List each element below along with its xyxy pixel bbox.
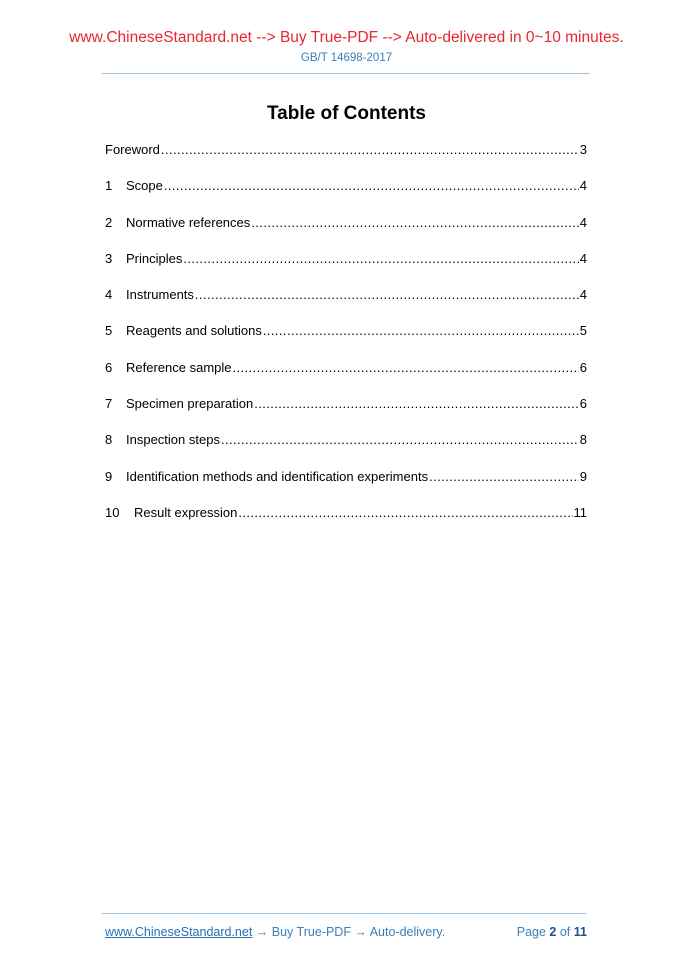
standard-number: GB/T 14698-2017: [300, 52, 393, 64]
toc-entry-label: Principles: [126, 250, 183, 266]
header-divider: [102, 73, 590, 74]
toc-entry-label: Reagents and solutions: [126, 323, 262, 339]
toc-entry-label: Identification methods and identification experiments: [126, 468, 429, 484]
toc-leader-dots: [254, 395, 579, 413]
toc-entry-number: 3: [105, 250, 113, 266]
toc-leader-dots: [183, 250, 578, 268]
toc-entry-result-expression[interactable]: [105, 504, 587, 540]
page-footer: [105, 924, 587, 940]
toc-entry-foreword[interactable]: [105, 141, 587, 177]
toc-entry-page: 11: [573, 504, 587, 520]
footer-divider: [102, 913, 586, 914]
toc-entry-normative-references[interactable]: [105, 214, 587, 250]
toc-entry-page: 6: [579, 359, 587, 375]
toc-leader-dots: [251, 214, 578, 232]
page-label: Page: [516, 925, 546, 939]
toc-entry-instruments[interactable]: [105, 286, 587, 322]
toc-entry-page: 4: [579, 287, 587, 303]
toc-leader-dots: [221, 431, 579, 449]
toc-leader-dots: [263, 322, 579, 340]
toc-entry-page: 4: [579, 214, 587, 230]
page-current: 2: [549, 925, 557, 939]
toc-entry-number: 7: [105, 396, 113, 412]
toc-entry-identification-methods[interactable]: [105, 468, 587, 504]
toc-entry-label: Result expression: [134, 504, 238, 520]
toc-entry-specimen-preparation[interactable]: [105, 395, 587, 431]
toc-entry-page: 6: [579, 396, 587, 412]
footer-promo-text: → Buy True-PDF → Auto-delivery.: [255, 925, 446, 939]
toc-entry-number: 9: [105, 468, 113, 484]
footer-site-link[interactable]: www.ChineseStandard.net: [105, 925, 253, 939]
toc-leader-dots: [164, 177, 579, 195]
toc-entry-label: Specimen preparation: [126, 396, 254, 412]
page-of-label: of: [559, 925, 571, 939]
toc-entry-label: Scope: [126, 178, 163, 194]
toc-entry-number: 4: [105, 287, 113, 303]
toc-entry-principles[interactable]: [105, 250, 587, 286]
toc-entry-number: 10: [105, 504, 120, 520]
page-indicator: [517, 924, 587, 940]
toc-entry-number: 2: [105, 214, 113, 230]
toc-entry-number: 6: [105, 359, 113, 375]
toc-leader-dots: [429, 468, 579, 486]
toc-entry-scope[interactable]: [105, 177, 587, 213]
toc-entry-reagents-and-solutions[interactable]: [105, 322, 587, 358]
toc-entry-page: 4: [579, 250, 587, 266]
toc-entry-label: Foreword: [105, 142, 160, 157]
toc-leader-dots: [195, 286, 579, 304]
toc-entry-label: Inspection steps: [126, 432, 220, 448]
toc-entry-page: 3: [579, 142, 587, 157]
toc-leader-dots: [238, 504, 572, 522]
toc-entry-page: 9: [579, 468, 587, 484]
toc-entry-page: 8: [579, 432, 587, 448]
toc-entry-inspection-steps[interactable]: [105, 431, 587, 467]
toc-leader-dots: [233, 359, 579, 377]
toc-entry-page: 5: [579, 323, 587, 339]
toc-entry-number: 8: [105, 432, 113, 448]
toc-leader-dots: [161, 141, 579, 159]
toc-entry-page: 4: [579, 178, 587, 194]
header-banner[interactable]: www.ChineseStandard.net --> Buy True-PDF --> Auto-delivered in 0~10 minutes.: [69, 29, 624, 46]
page-total: 11: [573, 925, 587, 939]
toc-entry-number: 5: [105, 323, 113, 339]
toc-entry-number: 1: [105, 178, 113, 194]
toc-entry-label: Instruments: [126, 287, 194, 303]
toc-entry-reference-sample[interactable]: [105, 359, 587, 395]
table-of-contents: [105, 141, 587, 540]
toc-entry-label: Reference sample: [126, 359, 232, 375]
toc-entry-label: Normative references: [126, 214, 251, 230]
toc-title: Table of Contents: [266, 103, 427, 124]
